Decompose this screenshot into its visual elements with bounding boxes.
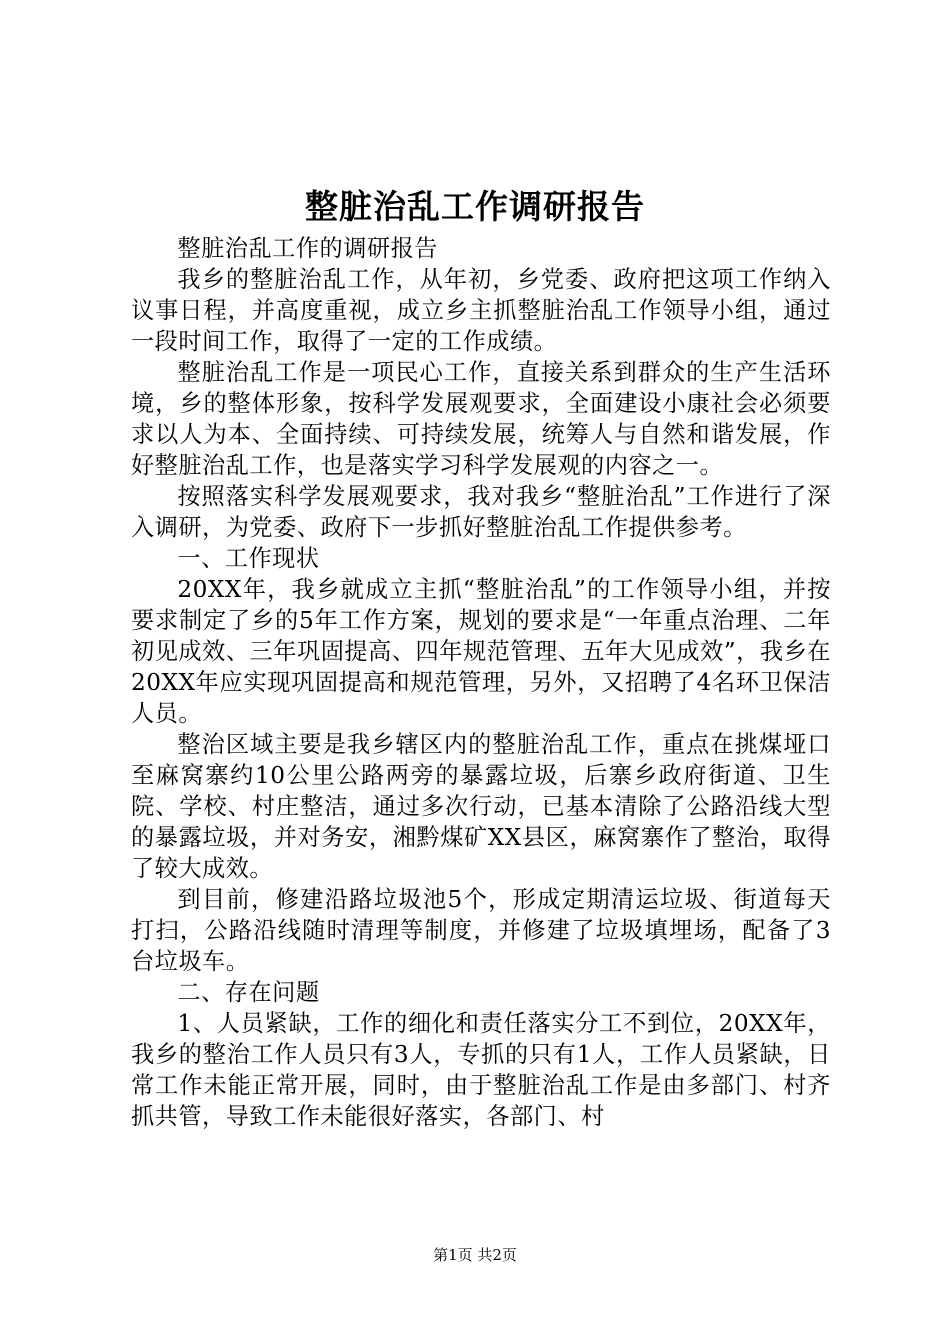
- paragraph-status-facilities: 到目前，修建沿路垃圾池5个，形成定期清运垃圾、街道每天打扫，公路沿线随时清理等制度，并修建了垃圾填埋场，配备了3台垃圾车。: [131, 886, 831, 975]
- paragraph-status-area: 整治区域主要是我乡辖区内的整脏治乱工作，重点在挑煤垭口至麻窝寨约10公里公路两旁的暴露垃圾，后寨乡政府街道、卫生院、学校、村庄整洁，通过多次行动，已基本清除了公路沿线大型的暴露垃圾，并对务安，湘黔煤矿XX县区，麻窝寨作了整治，取得了较大成效。: [131, 731, 831, 882]
- section-heading-status: 一、工作现状: [177, 545, 320, 572]
- page-footer: 第1页 共2页: [433, 1246, 517, 1264]
- paragraph-status-plan: 20XX年，我乡就成立主抓“整脏治乱”的工作领导小组，并按要求制定了乡的5年工作方案，规划的要求是“一年重点治理、二年初见成效、三年巩固提高、四年规范管理、五年大见成效”，我乡在20XX年应实现巩固提高和规范管理，另外，又招聘了4名环卫保洁人员。: [131, 576, 831, 727]
- section-heading-problems: 二、存在问题: [177, 979, 320, 1006]
- paragraph-subtitle: 整脏治乱工作的调研报告: [177, 235, 438, 262]
- document-body: [131, 233, 831, 1132]
- paragraph-purpose: 按照落实科学发展观要求，我对我乡“整脏治乱”工作进行了深入调研，为党委、政府下一步抓好整脏治乱工作提供参考。: [131, 483, 831, 541]
- document-title: 整脏治乱工作调研报告: [305, 187, 645, 226]
- paragraph-problem-staffing: 1、人员紧缺，工作的细化和责任落实分工不到位，20XX年，我乡的整治工作人员只有3人，专抓的只有1人，工作人员紧缺，日常工作未能正常开展，同时，由于整脏治乱工作是由多部门、村齐抓共管，导致工作未能很好落实，各部门、村: [131, 1010, 831, 1130]
- paragraph-intro: 我乡的整脏治乱工作，从年初，乡党委、政府把这项工作纳入议事日程，并高度重视，成立乡主抓整脏治乱工作领导小组，通过一段时间工作，取得了一定的工作成绩。: [131, 266, 831, 355]
- paragraph-significance: 整脏治乱工作是一项民心工作，直接关系到群众的生产生活环境，乡的整体形象，按科学发展观要求，全面建设小康社会必须要求以人为本、全面持续、可持续发展，统筹人与自然和谐发展，作好整脏治乱工作，也是落实学习科学发展观的内容之一。: [131, 359, 831, 479]
